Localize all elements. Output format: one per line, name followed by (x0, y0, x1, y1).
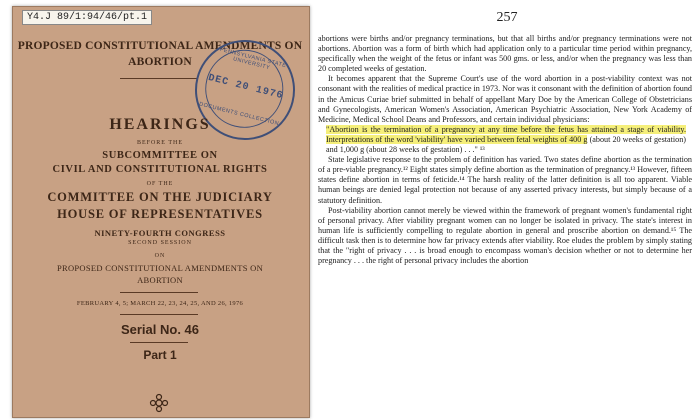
page-number: 257 (496, 10, 518, 25)
subcommittee-line2: CIVIL AND CONSTITUTIONAL RIGHTS (52, 164, 268, 175)
congress-label: NINETY-FOURTH CONGRESS (94, 228, 226, 238)
house-name: HOUSE OF REPRESENTATIVES (57, 207, 263, 221)
of-the: OF THE (146, 181, 174, 187)
highlighted-quote (318, 125, 692, 155)
cover-panel (0, 0, 310, 420)
proposed-line2: ABORTION (137, 275, 183, 285)
proposed-line1: PROPOSED CONSTITUTIONAL AMENDMENTS ON (56, 263, 264, 273)
on-label: ON (154, 253, 166, 259)
part-number: Part 1 (143, 348, 177, 362)
subcommittee (12, 149, 308, 177)
divider (120, 314, 198, 315)
divider (120, 292, 198, 293)
highlighted-text: "Abortion is the termination of a pregnancy at any time before the fetus has attained a stage of viability. Interpretations of the word 'viability' have varied between fetal weights of 400 g (326, 124, 686, 144)
hearing-dates: FEBRUARY 4, 5; MARCH 22, 23, 24, 25, AND 26, 1976 (76, 300, 244, 307)
quote-rest: (about 20 weeks of gestation) and 1,000 g (about 28 weeks of gestation) . . ." ¹³ (326, 134, 687, 155)
call-number-label: Y4.J 89/1:94/46/pt.1 (22, 10, 152, 25)
paragraph: abortions were births and/or pregnancy terminations, but that all births and/or pregnancy terminations were not abortions. Abortion was a form of birth which had application only to a particular time period within pregnancy, specifically when the weight of the fetus or infant was 500 gms. or less, and/or when the pregnancy was less than 20 completed weeks of gestation. (318, 34, 692, 74)
cover-title-line2: ABORTION (128, 56, 192, 68)
proposed-amendments (12, 262, 308, 286)
page-body (318, 34, 692, 266)
paragraph: Post-viability abortion cannot merely be viewed within the framework of pregnant women's fundamental right of personal privacy. After viability pregnant women can no longer be isolated in privacy. The state's interest in human life is sufficiently compelling to regulate abortion in general and proscribe abortion on demand.¹⁵ The difficult task then is to determine how far privacy extends after viability. Roe eludes the problem by simply stating that the "right of privacy . . . is broad enough to encompass woman's decision whether or not to determine her pregnancy . . . the right of personal privacy includes the abortion (318, 205, 692, 266)
paragraph: It becomes apparent that the Supreme Court's use of the word abortion in a post-viability context was not consonant with the realities of medical practice in 1973. Nor was it consonant with the definition of abortion found in the Amicus Curiae brief submitted in behalf of appellant Mary Doe by the American College of Obstetricians and Gynecologists, American Women's Association, American Psychiatric Association, New York Academy of Medicine, Medical School Deans and Professors, and certain individual physicians: (318, 74, 692, 124)
paragraph: State legislative response to the problem of definition has varied. Two states define abortion as the termination of a pre-viable pregnancy.¹² Eight states simply define abortion as the termination of pregnancy.¹³ However, fifteen states define abortion in terms of feticide.¹⁴ The harsh reality of the latter definition is all too apparent. Viable human beings are denied legal protection not because of any asserted privacy interests, but simply because of a statutory definition. (318, 155, 692, 205)
session-label: SECOND SESSION (128, 240, 192, 246)
serial-number: Serial No. 46 (120, 322, 200, 337)
hearings-heading: HEARINGS (109, 116, 211, 133)
before-the: BEFORE THE (136, 140, 184, 146)
divider (130, 342, 188, 343)
divider (120, 78, 198, 79)
stamp-top-text: PENNSYLVANIA STATE UNIVERSITY (219, 46, 287, 72)
stamp-bottom-text: DOCUMENTS COLLECTION (198, 101, 280, 128)
stamp-date: DEC 20 1976 (206, 72, 285, 103)
gpo-emblem-icon (149, 393, 169, 413)
committee-name: COMMITTEE ON THE JUDICIARY (47, 190, 273, 204)
subcommittee-line1: SUBCOMMITTEE ON (102, 150, 218, 161)
cover-title-line1: PROPOSED CONSTITUTIONAL AMENDMENTS ON (17, 40, 303, 52)
